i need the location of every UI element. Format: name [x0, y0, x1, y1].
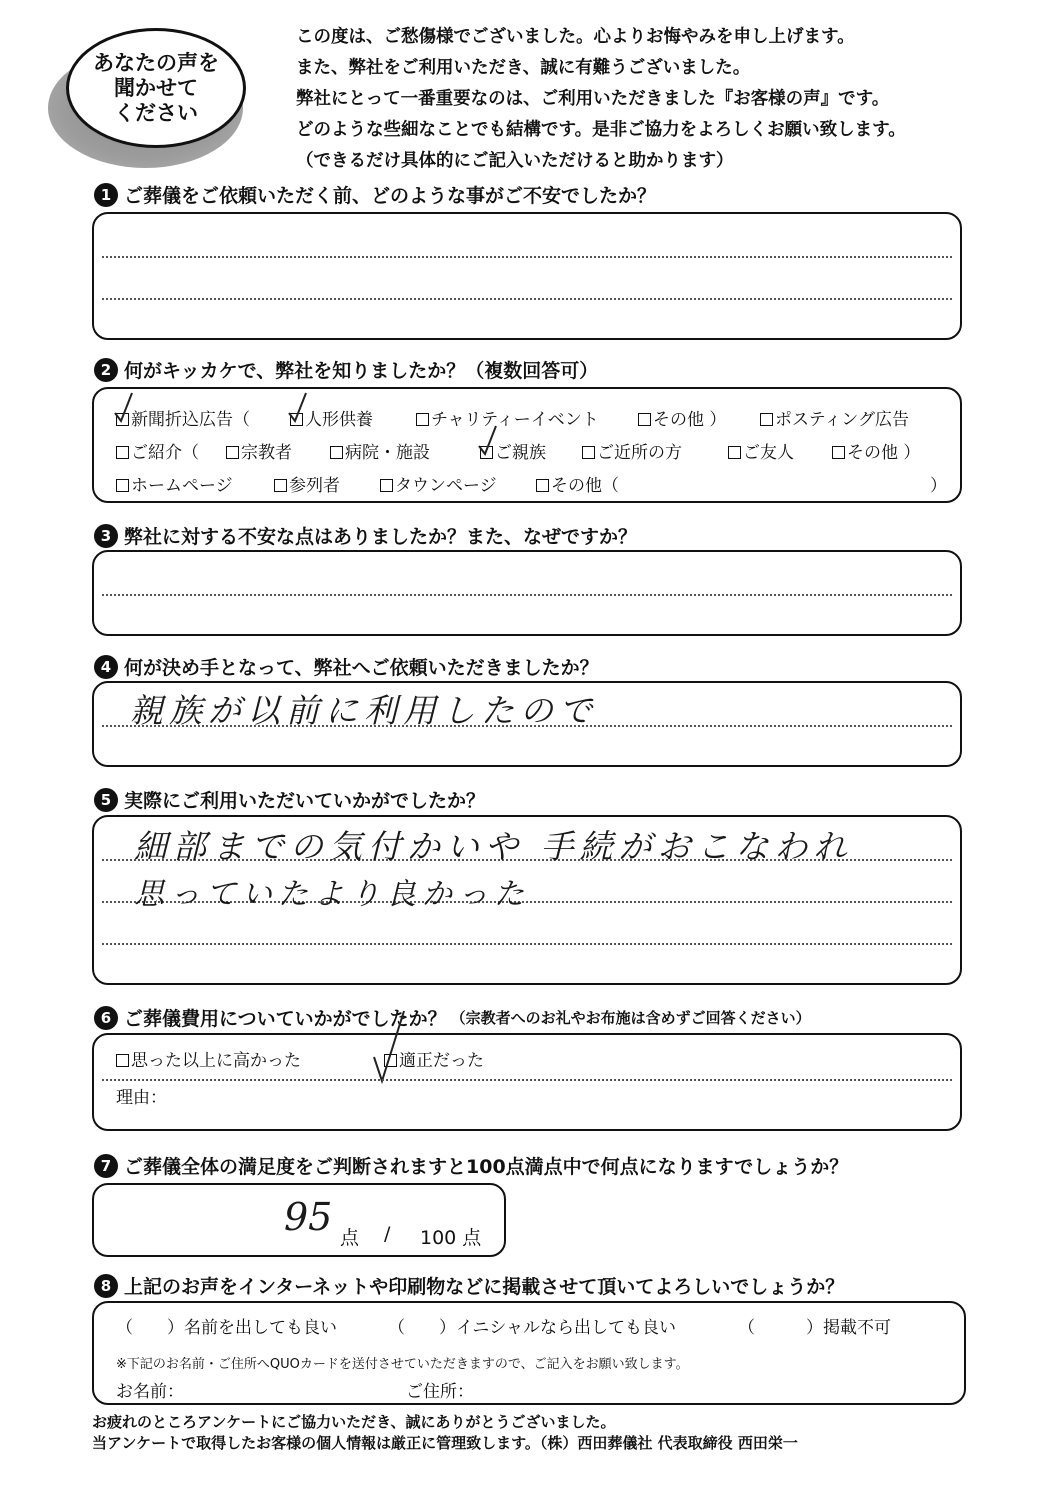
footer-line-1: お疲れのところアンケートにご協力いただき、誠にありがとうございました。: [92, 1413, 616, 1431]
opt-other-2[interactable]: その他 ）: [832, 438, 920, 463]
opt-doll-memorial[interactable]: 人形供養: [290, 405, 373, 430]
q5-text: 実際にご利用いただいていかがでしたか？: [124, 790, 486, 812]
q6-number: 6: [94, 1006, 118, 1030]
opt-neighbors[interactable]: ご近所の方: [582, 438, 682, 463]
q8-name-label: お名前：: [116, 1382, 184, 1402]
q1-answer-box[interactable]: [92, 212, 962, 340]
q7-score-box[interactable]: [92, 1183, 506, 1257]
q5-line-3: [102, 943, 952, 945]
q7-slash: /: [384, 1223, 391, 1245]
q1-text: ご葬儀をご依頼いただく前、どのような事がご不安でしたか？: [124, 185, 657, 207]
q4-number: 4: [94, 655, 118, 679]
opt-other-3-close: ）: [930, 476, 947, 496]
check-mark-icon: [112, 391, 136, 425]
q8-answer-box: [92, 1301, 966, 1405]
checkbox-icon[interactable]: [416, 413, 429, 426]
q6-text: ご葬儀費用についていかがでしたか？: [124, 1008, 447, 1030]
opt-other-3[interactable]: その他（: [536, 471, 619, 496]
checkbox-icon[interactable]: [226, 446, 239, 459]
opt-reasonable[interactable]: 適正だった: [384, 1046, 484, 1071]
opt-too-expensive[interactable]: 思った以上に高かった: [116, 1046, 301, 1071]
opt-referral[interactable]: ご紹介（: [116, 438, 199, 463]
q8-opt-name[interactable]: （ ）名前を出しても良い: [116, 1318, 337, 1338]
q8-address-label: ご住所：: [406, 1382, 474, 1402]
checkbox-icon[interactable]: [728, 446, 741, 459]
q6-reason-label: 理由：: [116, 1088, 167, 1108]
opt-hospital[interactable]: 病院・施設: [330, 438, 430, 463]
checkbox-icon[interactable]: [638, 413, 651, 426]
q6-note: （宗教者へのお礼やお布施は含めずご回答ください）: [450, 1009, 811, 1027]
q6-answer-box: [92, 1033, 962, 1131]
q7-unit: 点: [340, 1227, 360, 1249]
q4-answer-box[interactable]: [92, 681, 962, 767]
check-mark-icon: [372, 1009, 408, 1085]
intro-line-5: （できるだけ具体的にご記入いただけると助かります）: [296, 151, 734, 171]
opt-posting-ad[interactable]: ポスティング広告: [760, 405, 909, 430]
intro-line-1: この度は、ご愁傷様でございました。心よりお悔やみを申し上げます。: [296, 27, 855, 47]
opt-religious[interactable]: 宗教者: [226, 438, 292, 463]
checkbox-icon[interactable]: [116, 446, 129, 459]
checkbox-icon[interactable]: [274, 479, 287, 492]
q3-line-1: [102, 594, 952, 596]
q4-answer: 親族が以前に利用したので: [130, 691, 598, 730]
q7-number: 7: [94, 1154, 118, 1178]
q7-max: 100 点: [420, 1227, 482, 1249]
opt-other-1[interactable]: その他 ）: [638, 405, 726, 430]
checkbox-icon[interactable]: [832, 446, 845, 459]
q3-title: [94, 522, 637, 549]
q5-number: 5: [94, 788, 118, 812]
q8-opt-no-publish[interactable]: （ ）掲載不可: [738, 1318, 891, 1338]
q1-line-2: [102, 298, 952, 300]
q6-title: [94, 1004, 811, 1031]
opt-relatives[interactable]: ご親族: [480, 438, 546, 463]
checkbox-icon[interactable]: [582, 446, 595, 459]
q8-text: 上記のお声をインターネットや印刷物などに掲載させて頂いてよろしいでしょうか？: [124, 1276, 845, 1298]
q3-answer-box[interactable]: [92, 550, 962, 636]
checkbox-icon[interactable]: [116, 479, 129, 492]
opt-newspaper[interactable]: 新聞折込広告（: [116, 405, 250, 430]
speech-bubble: [48, 28, 258, 178]
intro-line-3: 弊社にとって一番重要なのは、ご利用いただきました『お客様の声』です。: [296, 89, 890, 109]
check-mark-icon: [286, 391, 310, 425]
q8-note: ※下記のお名前・ご住所へQUOカードを送付させていただきますので、ご記入をお願い致します。: [116, 1357, 689, 1372]
q5-answer-box[interactable]: [92, 815, 962, 985]
intro-line-4: どのような些細なことでも結構です。是非ご協力をよろしくお願い致します。: [296, 120, 906, 140]
q8-title: [94, 1272, 844, 1299]
opt-charity-event[interactable]: チャリティーイベント: [416, 405, 599, 430]
q5-answer-line-2: 思っていたより良かった: [134, 877, 530, 912]
q7-score: 95: [284, 1195, 333, 1239]
footer: [92, 1412, 798, 1454]
checkbox-icon[interactable]: [536, 479, 549, 492]
q2-number: 2: [94, 358, 118, 382]
checkbox-icon[interactable]: [760, 413, 773, 426]
q6-line-1: [102, 1079, 952, 1081]
q1-title: [94, 181, 656, 208]
opt-townpage[interactable]: タウンページ: [380, 471, 497, 496]
checkbox-icon[interactable]: [380, 479, 393, 492]
bubble-line-3: ください: [114, 100, 198, 125]
q7-title: [94, 1152, 848, 1179]
intro-line-2: また、弊社をご利用いただき、誠に有難うございました。: [296, 58, 751, 78]
footer-line-2: 当アンケートで取得したお客様の個人情報は厳正に管理致します。（株）西田葬儀社 代表取締役 西田栄一: [92, 1434, 798, 1452]
checkbox-icon[interactable]: [330, 446, 343, 459]
bubble-text: [66, 28, 246, 148]
q7-text: ご葬儀全体の満足度をご判断されますと100点満点中で何点になりますでしょうか？: [124, 1156, 849, 1178]
q3-number: 3: [94, 524, 118, 548]
q4-title: [94, 653, 599, 680]
q2-options-box: [92, 387, 962, 503]
q8-opt-initials[interactable]: （ ）イニシャルなら出しても良い: [388, 1318, 676, 1338]
q4-text: 何が決め手となって、弊社へご依頼いただきましたか？: [124, 657, 599, 679]
opt-homepage[interactable]: ホームページ: [116, 471, 233, 496]
q3-text: 弊社に対する不安な点はありましたか？また、なぜですか？: [124, 526, 638, 548]
q2-title: [94, 356, 598, 383]
q5-title: [94, 786, 485, 813]
q5-answer-line-1: 細部までの気付かいや 手続がおこなわれ: [134, 827, 853, 866]
checkbox-icon[interactable]: [116, 1054, 129, 1067]
q8-number: 8: [94, 1274, 118, 1298]
bubble-line-1: あなたの声を: [93, 50, 219, 75]
check-mark-icon: [476, 424, 500, 458]
bubble-line-2: 聞かせて: [114, 75, 198, 100]
opt-attendee[interactable]: 参列者: [274, 471, 340, 496]
opt-friends[interactable]: ご友人: [728, 438, 794, 463]
q1-line-1: [102, 256, 952, 258]
q1-number: 1: [94, 183, 118, 207]
intro-text: [296, 22, 1036, 177]
q2-text: 何がキッカケで、弊社を知りましたか？（複数回答可）: [124, 360, 599, 382]
